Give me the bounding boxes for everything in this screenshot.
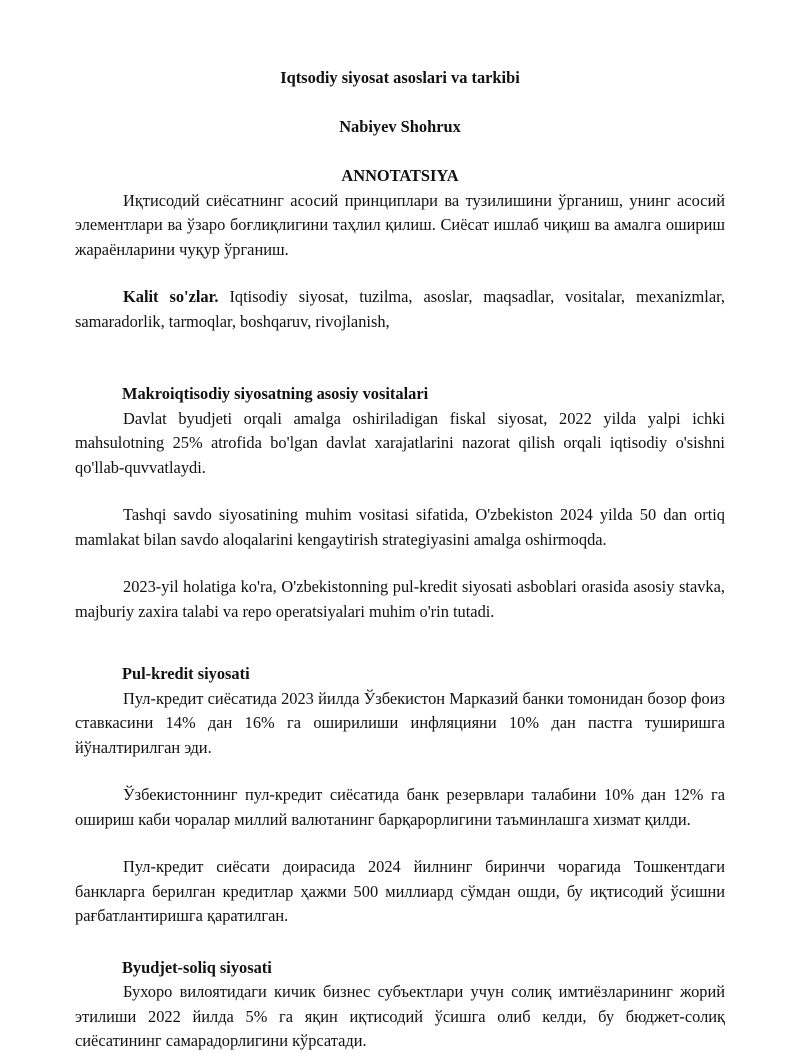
pul-paragraph-1: Пул-кредит сиёсатида 2023 йилда Ўзбекистон Марказий банки томонидан бозор фоиз ставкасини 14% дан 16% га оширилиши инфляцияни 10% дан пастга туширишга йўналтирилган эди. xyxy=(75,688,725,757)
keywords-label: Kalit so'zlar. xyxy=(123,287,219,306)
pul-paragraph-2: Ўзбекистоннинг пул-кредит сиёсатида банк резервлари талабини 10% дан 12% га ошириш каби чоралар миллий валютанинг барқарорлигини таъминлашга хизмат қилди. xyxy=(75,785,725,829)
macro-paragraph-1: Davlat byudjeti orqali amalga oshiriladigan fiskal siyosat, 2022 yilda yalpi ichki mahsulotning 25% atrofida bo'lgan davlat xarajatlarini nazorat qilish orqali iqtisodiy o'sishni qo'llab-quvvatlaydi. xyxy=(75,408,725,477)
section-heading-macro: Makroiqtisodiy siyosatning asosiy vositalari xyxy=(122,384,429,403)
keywords-text: Iqtisodiy siyosat, tuzilma, asoslar, maqsadlar, vositalar, mexanizmlar, samaradorlik, tarmoqlar, boshqaruv, rivojlanish, xyxy=(75,287,725,331)
pul-paragraph-3: Пул-кредит сиёсати доирасида 2024 йилнинг биринчи чорагида Тошкентдаги банкларга берилган кредитлар ҳажми 500 миллиард сўмдан ошди, бу иқтисодий ўсишни рағбатлантиришга қаратилган. xyxy=(75,857,725,925)
macro-paragraph-3: 2023-yil holatiga ko'ra, O'zbekistonning pul-kredit siyosati asboblari orasida asosiy stavka, majburiy zaxira talabi va repo operatsiyalari muhim o'rin tutadi. xyxy=(75,577,725,621)
annotation-heading: ANNOTATSIYA xyxy=(341,166,459,185)
macro-paragraph-2: Tashqi savdo siyosatining muhim vositasi sifatida, O'zbekiston 2024 yilda 50 dan ortiq mamlakat bilan savdo aloqalarini kengaytirish strategiyasini amalga oshirmoqda. xyxy=(75,505,725,549)
annotation-text: Иқтисодий сиёсатнинг асосий принциплари ва тузилишини ўрганиш, унинг асосий элементлари ва ўзаро боғлиқлигини таҳлил қилиш. Сиёсат ишлаб чиқиш ва амалга ошириш жараёнларини чуқур ўрганиш. xyxy=(75,190,725,259)
keywords-paragraph xyxy=(75,285,725,334)
byudjet-paragraph-1: Бухоро вилоятидаги кичик бизнес субъектлари учун солиқ имтиёзларининг жорий этилиши 2022 йилда 5% га яқин иқтисодий ўсишга олиб келди, бу бюджет-солиқ сиёсатининг самарадорлигини кўрсатади. xyxy=(75,982,725,1050)
section-heading-byudjet: Byudjet-soliq siyosati xyxy=(122,957,272,977)
document-title: Iqtsodiy siyosat asoslari va tarkibi xyxy=(280,68,520,87)
section-heading-pul-kredit: Pul-kredit siyosati xyxy=(122,664,250,683)
document-author: Nabiyev Shohrux xyxy=(339,116,461,136)
